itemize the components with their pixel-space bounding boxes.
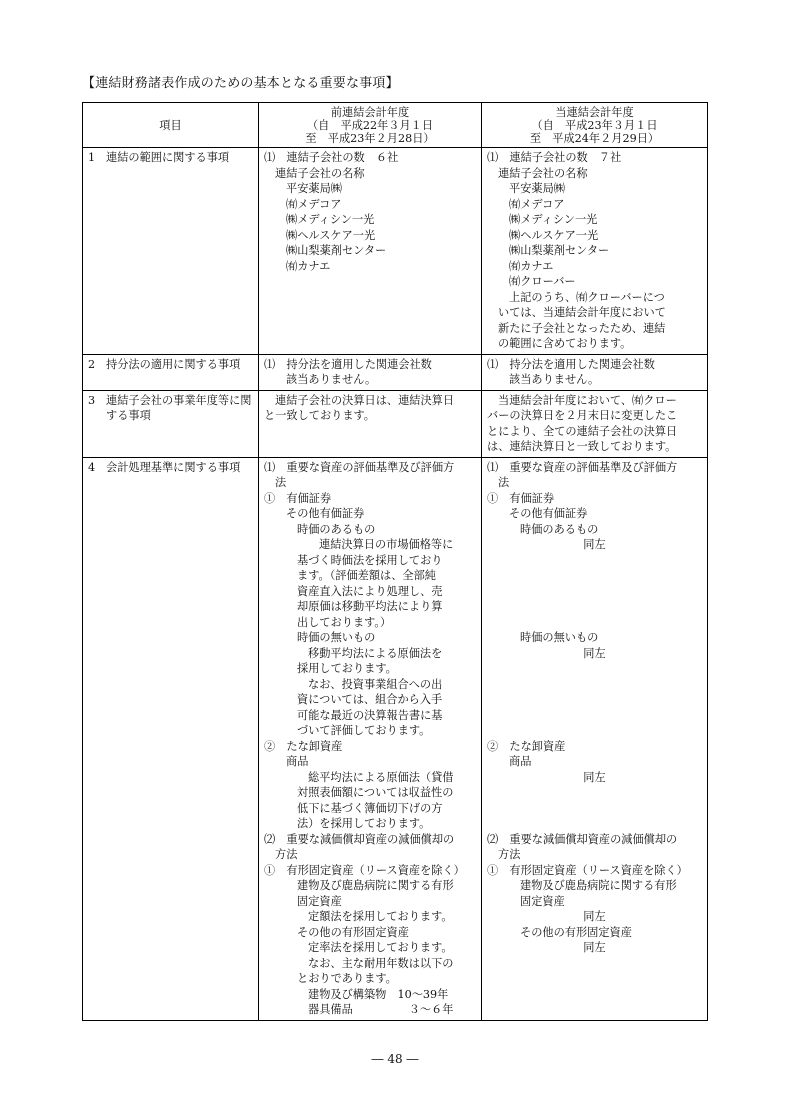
item-cell: [83, 457, 259, 1020]
item-label: 連結の範囲に関する事項: [106, 151, 230, 164]
curr-period-cell: ⑴ 連結子会社の数 ７社 連結子会社の名称 平安薬局㈱ ㈲メデコア ㈱メディシン一光 ㈱ヘルスケア一光 ㈱山梨薬剤センター ㈲カナエ ㈲クローバー 上記のうち、㈲クローバーにつ いては、当連結会計年度において 新たに子会社となったため、連結 の範囲に含めております。: [482, 148, 708, 355]
section-heading: 【連結財務諸表作成のための基本となる重要な事項】: [82, 76, 399, 91]
prev-period-cell: ⑴ 持分法を適用した関連会社数 該当ありません。: [259, 354, 482, 390]
curr-period-cell: 当連結会計年度において、㈲クロー バーの決算日を２月末日に変更したこ とにより、全ての連結子会社の決算日 は、連結決算日と一致しております。: [482, 390, 708, 457]
header-prev-period: 前連結会計年度 （自 平成22年３月１日 至 平成23年２月28日）: [259, 103, 482, 148]
item-number: 4: [88, 460, 96, 474]
item-cell: [83, 390, 259, 457]
item-number: 1: [88, 151, 96, 164]
accounting-policies-table: [82, 102, 708, 1021]
item-number: 3: [88, 393, 96, 407]
table-row: [83, 354, 708, 390]
item-cell: [83, 354, 259, 390]
header-item: 項目: [83, 103, 259, 148]
prev-period-cell: ⑴ 重要な資産の評価基準及び評価方 法 ① 有価証券 その他有価証券 時価のあるもの 連結決算日の市場価格等に 基づく時価法を採用しており ます。（評価差額は、全部純 資産直入法により処理し、売 却原価は移動平均法により算 出しております。） 時価の無いもの 移動平均法による原価法を 採用しております。 なお、投資事業組合への出 資については、組合から入手 可能な最近の決算報告書に基 づいて評価しております。 ② たな卸資産 商品 総平均法による原価法（貸借 対照表価額については収益性の 低下に基づく簿価切下げの方 法）を採用しております。 ⑵ 重要な減価償却資産の減価償却の 方法 ① 有形固定資産（リース資産を除く） 建物及び鹿島病院に関する有形 固定資産 定額法を採用しております。 その他の有形固定資産 定率法を採用しております。 なお、主な耐用年数は以下の とおりであります。 建物及び構築物 10～39年 器具備品 ３～６年: [259, 457, 482, 1020]
curr-period-cell: ⑴ 重要な資産の評価基準及び評価方 法 ① 有価証券 その他有価証券 時価のあるもの 同左 時価の無いもの 同左 ② たな卸資産 商品 同左 ⑵ 重要な減価償却資産の減価償却の 方法 ① 有形固定資産（リース資産を除く） 建物及び鹿島病院に関する有形 固定資産 同左 その他の有形固定資産 同左: [482, 457, 708, 1020]
table-row: [83, 457, 708, 1020]
item-label: 持分法の適用に関する事項: [106, 357, 241, 371]
item-label: 会計処理基準に関する事項: [106, 460, 241, 474]
table-row: [83, 390, 708, 457]
header-curr-period: 当連結会計年度 （自 平成23年３月１日 至 平成24年２月29日）: [482, 103, 708, 148]
item-cell: [83, 148, 259, 355]
page-number: ― 48 ―: [371, 1052, 419, 1066]
curr-period-cell: ⑴ 持分法を適用した関連会社数 該当ありません。: [482, 354, 708, 390]
table-row: [83, 148, 708, 355]
item-label: 連結子会社の事業年度等に関する事項: [106, 393, 252, 422]
item-number: 2: [88, 357, 96, 371]
prev-period-cell: 連結子会社の決算日は、連結決算日 と一致しております。: [259, 390, 482, 457]
table-header-row: [83, 103, 708, 148]
prev-period-cell: ⑴ 連結子会社の数 ６社 連結子会社の名称 平安薬局㈱ ㈲メデコア ㈱メディシン一光 ㈱ヘルスケア一光 ㈱山梨薬剤センター ㈲カナエ: [259, 148, 482, 355]
